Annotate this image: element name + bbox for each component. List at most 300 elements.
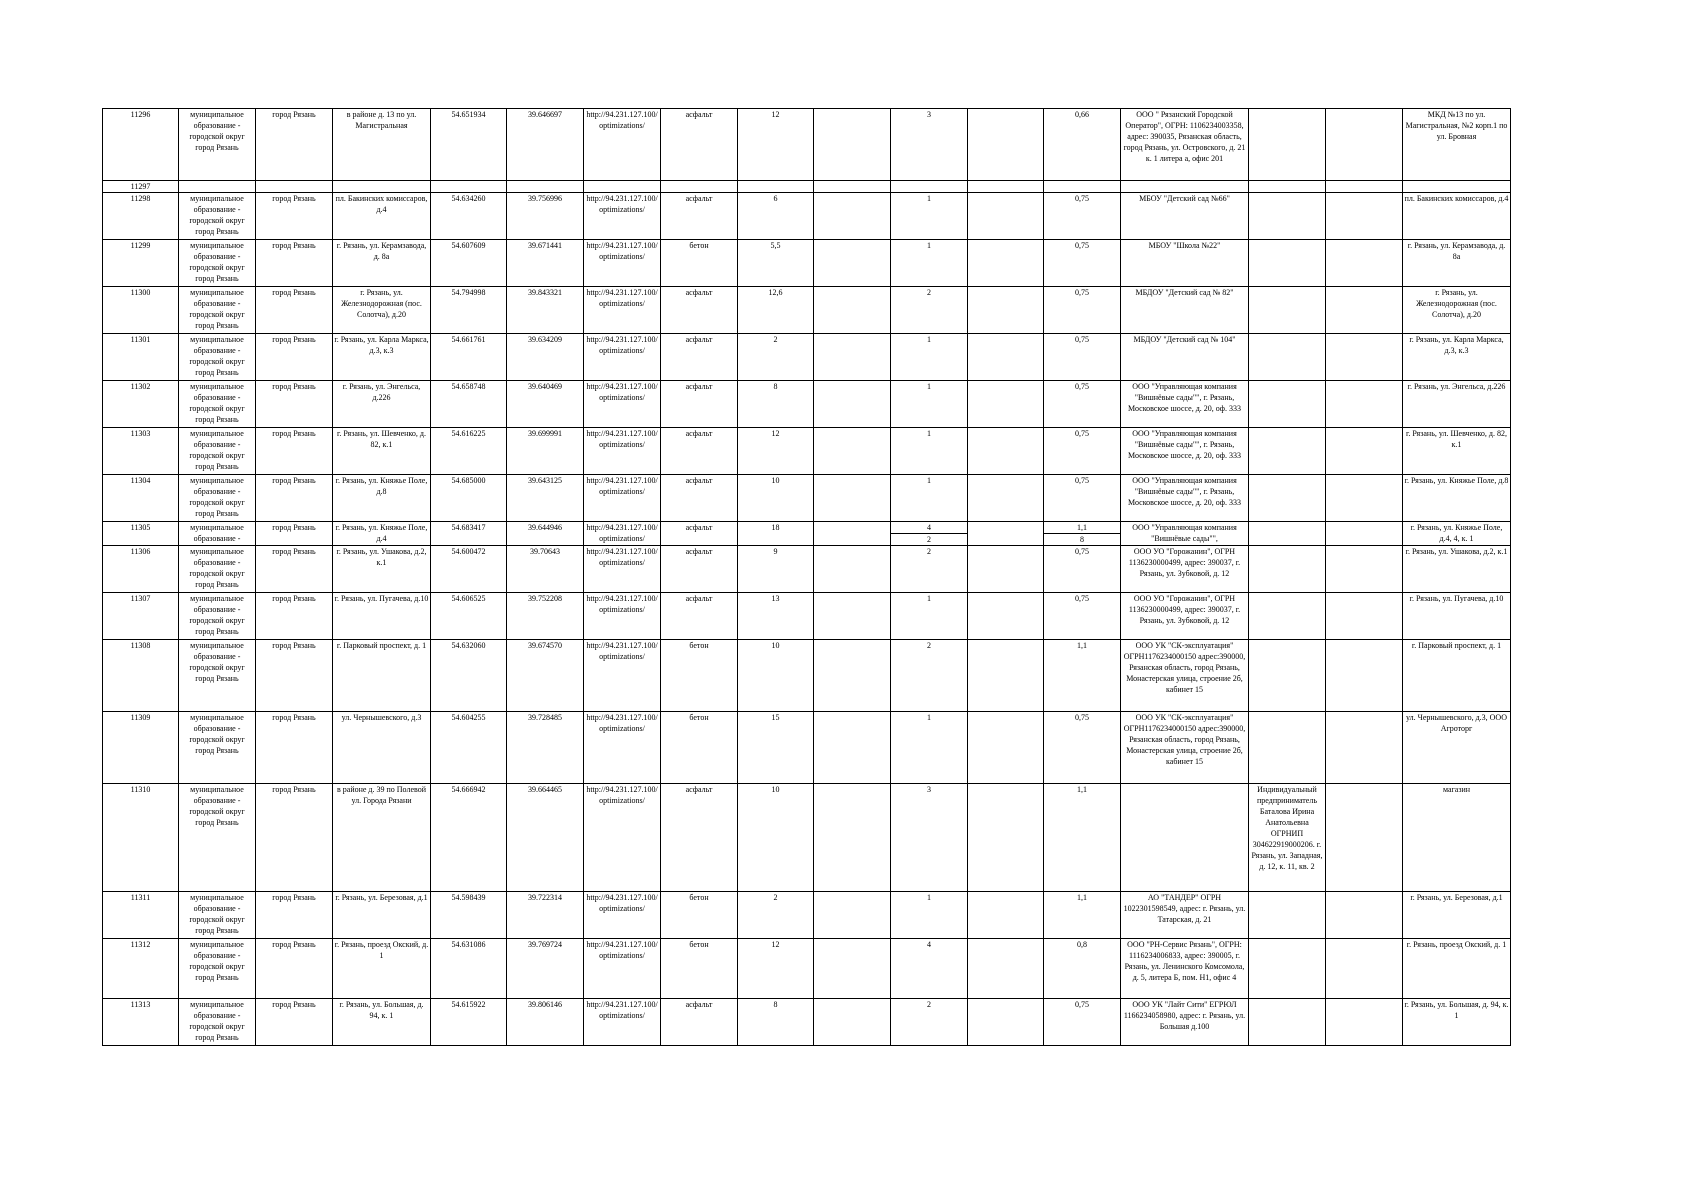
municipality-cell: муниципальное образование - городской округ город Рязань [179,428,256,475]
empty-cell [1326,712,1403,784]
longitude-cell: 39.843321 [507,287,584,334]
waste-source-cell: МКД №13 по ул. Магистральная, №2 корп.1 по ул. Бровная [1403,109,1511,181]
longitude-cell: 39.806146 [507,999,584,1046]
entrepreneur-cell [1249,109,1326,181]
table-row [103,546,1511,593]
surface-cell [661,181,738,193]
empty-cell [1326,381,1403,428]
container-count-cell: 3 [891,109,968,181]
table-row [103,428,1511,475]
registry-table [102,108,1511,1046]
address-cell: г. Рязань, ул. Березовая, д.1 [333,892,431,939]
photo-url-cell: http://94.231.127.100/optimizations/ [584,475,661,522]
city-cell: город Рязань [256,240,333,287]
empty-cell [814,334,891,381]
surface-cell: бетон [661,939,738,999]
empty-cell [1326,593,1403,640]
empty-cell [968,240,1044,287]
table-row [103,109,1511,181]
empty-cell [968,892,1044,939]
container-count-cell: 1 [891,240,968,287]
entrepreneur-cell [1249,522,1326,546]
container-count-cell: 1 [891,428,968,475]
city-cell: город Рязань [256,193,333,240]
container-count-cell: 2 [891,546,968,593]
address-cell: г. Парковый проспект, д. 1 [333,640,431,712]
waste-source-cell: г. Парковый проспект, д. 1 [1403,640,1511,712]
waste-source-cell: г. Рязань, ул. Карла Маркса, д.3, к.3 [1403,334,1511,381]
photo-url-cell: http://94.231.127.100/optimizations/ [584,522,661,546]
entrepreneur-cell [1249,640,1326,712]
surface-cell: асфальт [661,999,738,1046]
address-cell: г. Рязань, ул. Карла Маркса, д.3, к.3 [333,334,431,381]
surface-cell: асфальт [661,593,738,640]
municipality-cell: муниципальное образование - городской округ город Рязань [179,193,256,240]
area-cell: 18 [738,522,814,546]
container-volume-cell: 0,75 [1044,428,1121,475]
container-count-cell: 2 [891,999,968,1046]
empty-cell [968,939,1044,999]
photo-url-cell: http://94.231.127.100/optimizations/ [584,287,661,334]
table-row [103,193,1511,240]
container-volume-cell: 0,75 [1044,999,1121,1046]
longitude-cell: 39.674570 [507,640,584,712]
surface-cell: асфальт [661,428,738,475]
city-cell: город Рязань [256,287,333,334]
longitude-cell: 39.664465 [507,784,584,892]
empty-cell [968,784,1044,892]
area-cell: 2 [738,334,814,381]
empty-cell [1326,334,1403,381]
container-count-cell: 1 [891,712,968,784]
municipality-cell: муниципальное образование - городской округ город Рязань [179,334,256,381]
latitude-cell: 54.632060 [431,640,507,712]
city-cell: город Рязань [256,593,333,640]
waste-source-cell: ул. Чернышевского, д.3, ООО Агроторг [1403,712,1511,784]
empty-cell [1326,999,1403,1046]
row-number: 11309 [103,712,179,784]
surface-cell: бетон [661,712,738,784]
row-number: 11311 [103,892,179,939]
city-cell: город Рязань [256,381,333,428]
container-count-cell: 2 [891,287,968,334]
row-number: 11312 [103,939,179,999]
row-number: 11300 [103,287,179,334]
area-cell [738,181,814,193]
waste-source-cell: г. Рязань, ул. Пугачева, д.10 [1403,593,1511,640]
container-volume-cell: 0,75 [1044,240,1121,287]
empty-cell [968,546,1044,593]
empty-cell [1326,892,1403,939]
container-count-cell: 2 [891,640,968,712]
municipality-cell: муниципальное образование - городской округ город Рязань [179,546,256,593]
photo-url-cell: http://94.231.127.100/optimizations/ [584,712,661,784]
address-cell: г. Рязань, ул. Энгельса, д.226 [333,381,431,428]
area-cell: 10 [738,640,814,712]
row-number: 11302 [103,381,179,428]
container-count-cell: 1 [891,334,968,381]
container-count-cell-secondary: 2 [891,533,967,545]
owner-cell: ООО УО "Горожанин", ОГРН 1136230000499, адрес: 390037, г. Рязань, ул. Зубковой, д. 12 [1121,593,1249,640]
address-cell: г. Рязань, ул. Княжье Поле, д.8 [333,475,431,522]
longitude-cell: 39.646697 [507,109,584,181]
table-row [103,892,1511,939]
container-volume-cell: 0,75 [1044,593,1121,640]
empty-cell [1326,522,1403,546]
longitude-cell: 39.643125 [507,475,584,522]
address-cell [333,181,431,193]
empty-cell [1326,240,1403,287]
address-cell: в районе д. 39 по Полевой ул. Города Рязани [333,784,431,892]
row-number: 11301 [103,334,179,381]
container-volume-cell: 0,75 [1044,381,1121,428]
longitude-cell: 39.644946 [507,522,584,546]
container-volume-cell: 0,8 [1044,939,1121,999]
entrepreneur-cell: Индивидуальный предприниматель Баталова Ирина Анатольевна ОГРНИП 304622919000206. г. Рязань, ул. Западная, д. 12, к. 11, кв. 2 [1249,784,1326,892]
photo-url-cell: http://94.231.127.100/optimizations/ [584,381,661,428]
empty-cell [814,712,891,784]
entrepreneur-cell [1249,939,1326,999]
surface-cell: асфальт [661,784,738,892]
longitude-cell: 39.70643 [507,546,584,593]
row-number: 11307 [103,593,179,640]
surface-cell: асфальт [661,381,738,428]
container-volume-cell [1044,522,1121,546]
registry-table-body [103,109,1511,1046]
empty-cell [1326,109,1403,181]
latitude-cell: 54.600472 [431,546,507,593]
city-cell: город Рязань [256,522,333,546]
empty-cell [814,428,891,475]
container-volume-cell [1044,181,1121,193]
area-cell: 12 [738,428,814,475]
photo-url-cell: http://94.231.127.100/optimizations/ [584,640,661,712]
container-count-cell: 4 [891,939,968,999]
container-count-cell-primary: 4 [927,523,931,532]
photo-url-cell: http://94.231.127.100/optimizations/ [584,428,661,475]
row-number: 11310 [103,784,179,892]
empty-cell [814,287,891,334]
container-volume-cell: 1,1 [1044,892,1121,939]
area-cell: 12,6 [738,287,814,334]
municipality-cell: муниципальное образование - [179,522,256,546]
longitude-cell: 39.671441 [507,240,584,287]
surface-cell: бетон [661,240,738,287]
table-row [103,334,1511,381]
empty-cell [1326,193,1403,240]
latitude-cell: 54.616225 [431,428,507,475]
latitude-cell: 54.634260 [431,193,507,240]
container-volume-cell-secondary: 8 [1044,533,1120,545]
empty-cell [968,381,1044,428]
empty-cell [968,287,1044,334]
entrepreneur-cell [1249,475,1326,522]
latitude-cell: 54.598439 [431,892,507,939]
photo-url-cell: http://94.231.127.100/optimizations/ [584,334,661,381]
longitude-cell: 39.722314 [507,892,584,939]
empty-cell [1326,287,1403,334]
table-row [103,240,1511,287]
area-cell: 5,5 [738,240,814,287]
empty-cell [1326,640,1403,712]
area-cell: 8 [738,381,814,428]
owner-cell [1121,181,1249,193]
municipality-cell: муниципальное образование - городской округ город Рязань [179,640,256,712]
entrepreneur-cell [1249,593,1326,640]
latitude-cell: 54.604255 [431,712,507,784]
longitude-cell: 39.634209 [507,334,584,381]
row-number: 11303 [103,428,179,475]
table-row [103,593,1511,640]
container-count-cell: 1 [891,381,968,428]
waste-source-cell: г. Рязань, ул. Энгельса, д.226 [1403,381,1511,428]
surface-cell: бетон [661,892,738,939]
table-row [103,287,1511,334]
city-cell: город Рязань [256,999,333,1046]
area-cell: 10 [738,784,814,892]
longitude-cell: 39.756996 [507,193,584,240]
empty-cell [968,475,1044,522]
surface-cell: асфальт [661,109,738,181]
owner-cell: МБОУ "Школа №22" [1121,240,1249,287]
area-cell: 9 [738,546,814,593]
municipality-cell [179,181,256,193]
waste-source-cell: г. Рязань, проезд Окский, д. 1 [1403,939,1511,999]
municipality-cell: муниципальное образование - городской округ город Рязань [179,892,256,939]
area-cell: 2 [738,892,814,939]
row-number: 11304 [103,475,179,522]
owner-cell: ООО "Управляющая компания "Вишнёвые сады"", г. Рязань, Московское шоссе, д. 20, оф. 333 [1121,381,1249,428]
surface-cell: асфальт [661,546,738,593]
table-row [103,999,1511,1046]
empty-cell [814,939,891,999]
empty-cell [968,181,1044,193]
address-cell: г. Рязань, проезд Окский, д. 1 [333,939,431,999]
empty-cell [1326,428,1403,475]
container-count-cell [891,522,968,546]
container-count-cell: 3 [891,784,968,892]
owner-cell: ООО УК "СК-эксплуатация" ОГРН1176234000150 адрес:390000, Рязанская область, город Рязань, Монастерская улица, строение 2б, кабинет 15 [1121,640,1249,712]
municipality-cell: муниципальное образование - городской округ город Рязань [179,593,256,640]
area-cell: 12 [738,939,814,999]
entrepreneur-cell [1249,334,1326,381]
latitude-cell: 54.606525 [431,593,507,640]
municipality-cell: муниципальное образование - городской округ город Рязань [179,475,256,522]
surface-cell: асфальт [661,287,738,334]
entrepreneur-cell [1249,428,1326,475]
empty-cell [1326,939,1403,999]
row-number: 11297 [103,181,179,193]
city-cell: город Рязань [256,475,333,522]
entrepreneur-cell [1249,381,1326,428]
container-volume-cell: 1,1 [1044,784,1121,892]
latitude-cell: 54.631086 [431,939,507,999]
latitude-cell: 54.794998 [431,287,507,334]
empty-cell [1326,546,1403,593]
empty-cell [968,640,1044,712]
photo-url-cell: http://94.231.127.100/optimizations/ [584,109,661,181]
surface-cell: асфальт [661,475,738,522]
latitude-cell [431,181,507,193]
photo-url-cell: http://94.231.127.100/optimizations/ [584,240,661,287]
latitude-cell: 54.661761 [431,334,507,381]
waste-source-cell: г. Рязань, ул. Шевченко, д. 82, к.1 [1403,428,1511,475]
empty-cell [814,240,891,287]
entrepreneur-cell [1249,287,1326,334]
waste-source-cell: г. Рязань, ул. Княжье Поле, д.8 [1403,475,1511,522]
row-number: 11296 [103,109,179,181]
latitude-cell: 54.651934 [431,109,507,181]
empty-cell [968,593,1044,640]
municipality-cell: муниципальное образование - городской округ город Рязань [179,109,256,181]
empty-cell [814,475,891,522]
entrepreneur-cell [1249,999,1326,1046]
area-cell: 13 [738,593,814,640]
waste-source-cell: г. Рязань, ул. Железнодорожная (пос. Солотча), д.20 [1403,287,1511,334]
municipality-cell: муниципальное образование - городской округ город Рязань [179,999,256,1046]
container-count-cell: 1 [891,593,968,640]
owner-cell: МБОУ "Детский сад №66" [1121,193,1249,240]
address-cell: г. Рязань, ул. Железнодорожная (пос. Солотча), д.20 [333,287,431,334]
container-volume-cell: 0,75 [1044,546,1121,593]
empty-cell [968,999,1044,1046]
municipality-cell: муниципальное образование - городской округ город Рязань [179,939,256,999]
city-cell: город Рязань [256,712,333,784]
city-cell: город Рязань [256,546,333,593]
city-cell: город Рязань [256,784,333,892]
row-number: 11313 [103,999,179,1046]
photo-url-cell: http://94.231.127.100/optimizations/ [584,784,661,892]
address-cell: г. Рязань, ул. Княжье Поле, д.4 [333,522,431,546]
photo-url-cell: http://94.231.127.100/optimizations/ [584,892,661,939]
photo-url-cell: http://94.231.127.100/optimizations/ [584,193,661,240]
owner-cell: ООО "Управляющая компания "Вишнёвые сады"", [1121,522,1249,546]
longitude-cell: 39.640469 [507,381,584,428]
municipality-cell: муниципальное образование - городской округ город Рязань [179,712,256,784]
empty-cell [1326,475,1403,522]
container-count-cell [891,181,968,193]
container-count-cell: 1 [891,892,968,939]
area-cell: 15 [738,712,814,784]
container-count-cell: 1 [891,475,968,522]
container-volume-cell: 0,75 [1044,475,1121,522]
empty-cell [814,109,891,181]
area-cell: 10 [738,475,814,522]
city-cell: город Рязань [256,334,333,381]
empty-cell [814,892,891,939]
row-number: 11306 [103,546,179,593]
waste-source-cell: г. Рязань, ул. Ушакова, д.2, к.1 [1403,546,1511,593]
longitude-cell: 39.769724 [507,939,584,999]
city-cell [256,181,333,193]
latitude-cell: 54.615922 [431,999,507,1046]
waste-source-cell: пл. Бакинских комиссаров, д.4 [1403,193,1511,240]
address-cell: г. Рязань, ул. Шевченко, д. 82, к.1 [333,428,431,475]
table-row [103,381,1511,428]
longitude-cell: 39.728485 [507,712,584,784]
latitude-cell: 54.683417 [431,522,507,546]
address-cell: г. Рязань, ул. Керамзавода, д. 8а [333,240,431,287]
longitude-cell: 39.752208 [507,593,584,640]
empty-cell [814,181,891,193]
table-row [103,939,1511,999]
photo-url-cell: http://94.231.127.100/optimizations/ [584,593,661,640]
table-row [103,712,1511,784]
container-volume-cell: 0,75 [1044,193,1121,240]
container-volume-cell: 0,66 [1044,109,1121,181]
empty-cell [814,593,891,640]
area-cell: 6 [738,193,814,240]
waste-source-cell: г. Рязань, ул. Березовая, д.1 [1403,892,1511,939]
surface-cell: асфальт [661,522,738,546]
table-row [103,475,1511,522]
entrepreneur-cell [1249,892,1326,939]
municipality-cell: муниципальное образование - городской округ город Рязань [179,381,256,428]
latitude-cell: 54.607609 [431,240,507,287]
row-number: 11299 [103,240,179,287]
entrepreneur-cell [1249,193,1326,240]
row-number: 11305 [103,522,179,546]
address-cell: г. Рязань, ул. Большая, д. 94, к. 1 [333,999,431,1046]
entrepreneur-cell [1249,181,1326,193]
table-row [103,522,1511,546]
row-number: 11298 [103,193,179,240]
latitude-cell: 54.666942 [431,784,507,892]
table-row [103,784,1511,892]
empty-cell [968,428,1044,475]
owner-cell: МБДОУ "Детский сад № 104" [1121,334,1249,381]
city-cell: город Рязань [256,892,333,939]
city-cell: город Рязань [256,428,333,475]
area-cell: 12 [738,109,814,181]
owner-cell: ООО "Управляющая компания "Вишнёвые сады"", г. Рязань, Московское шоссе, д. 20, оф. 333 [1121,475,1249,522]
waste-source-cell: г. Рязань, ул. Большая, д. 94, к. 1 [1403,999,1511,1046]
empty-cell [814,381,891,428]
empty-cell [814,640,891,712]
owner-cell: ООО УК "Лайт Сити" ЕГРЮЛ 1166234058980, адрес: г. Рязань, ул. Большая д.100 [1121,999,1249,1046]
address-cell: пл. Бакинских комиссаров, д.4 [333,193,431,240]
waste-source-cell: г. Рязань, ул. Княжье Поле, д.4, 4, к. 1 [1403,522,1511,546]
empty-cell [814,999,891,1046]
empty-cell [968,522,1044,546]
empty-cell [968,334,1044,381]
surface-cell: бетон [661,640,738,712]
empty-cell [814,193,891,240]
empty-cell [1326,784,1403,892]
entrepreneur-cell [1249,546,1326,593]
table-row [103,181,1511,193]
photo-url-cell: http://94.231.127.100/optimizations/ [584,999,661,1046]
row-number: 11308 [103,640,179,712]
container-volume-cell: 0,75 [1044,712,1121,784]
photo-url-cell: http://94.231.127.100/optimizations/ [584,939,661,999]
longitude-cell [507,181,584,193]
longitude-cell: 39.699991 [507,428,584,475]
empty-cell [814,784,891,892]
waste-source-cell [1403,181,1511,193]
owner-cell [1121,784,1249,892]
photo-url-cell [584,181,661,193]
empty-cell [814,546,891,593]
container-volume-cell: 0,75 [1044,334,1121,381]
latitude-cell: 54.685000 [431,475,507,522]
owner-cell: ООО " Рязанский Городской Оператор", ОГРН: 1106234003358, адрес: 390035, Рязанская область, город Рязань, ул. Островского, д. 21 к. 1 литера а, офис 201 [1121,109,1249,181]
container-volume-cell: 0,75 [1044,287,1121,334]
city-cell: город Рязань [256,640,333,712]
address-cell: г. Рязань, ул. Ушакова, д.2, к.1 [333,546,431,593]
surface-cell: асфальт [661,334,738,381]
owner-cell: МБДОУ "Детский сад № 82" [1121,287,1249,334]
